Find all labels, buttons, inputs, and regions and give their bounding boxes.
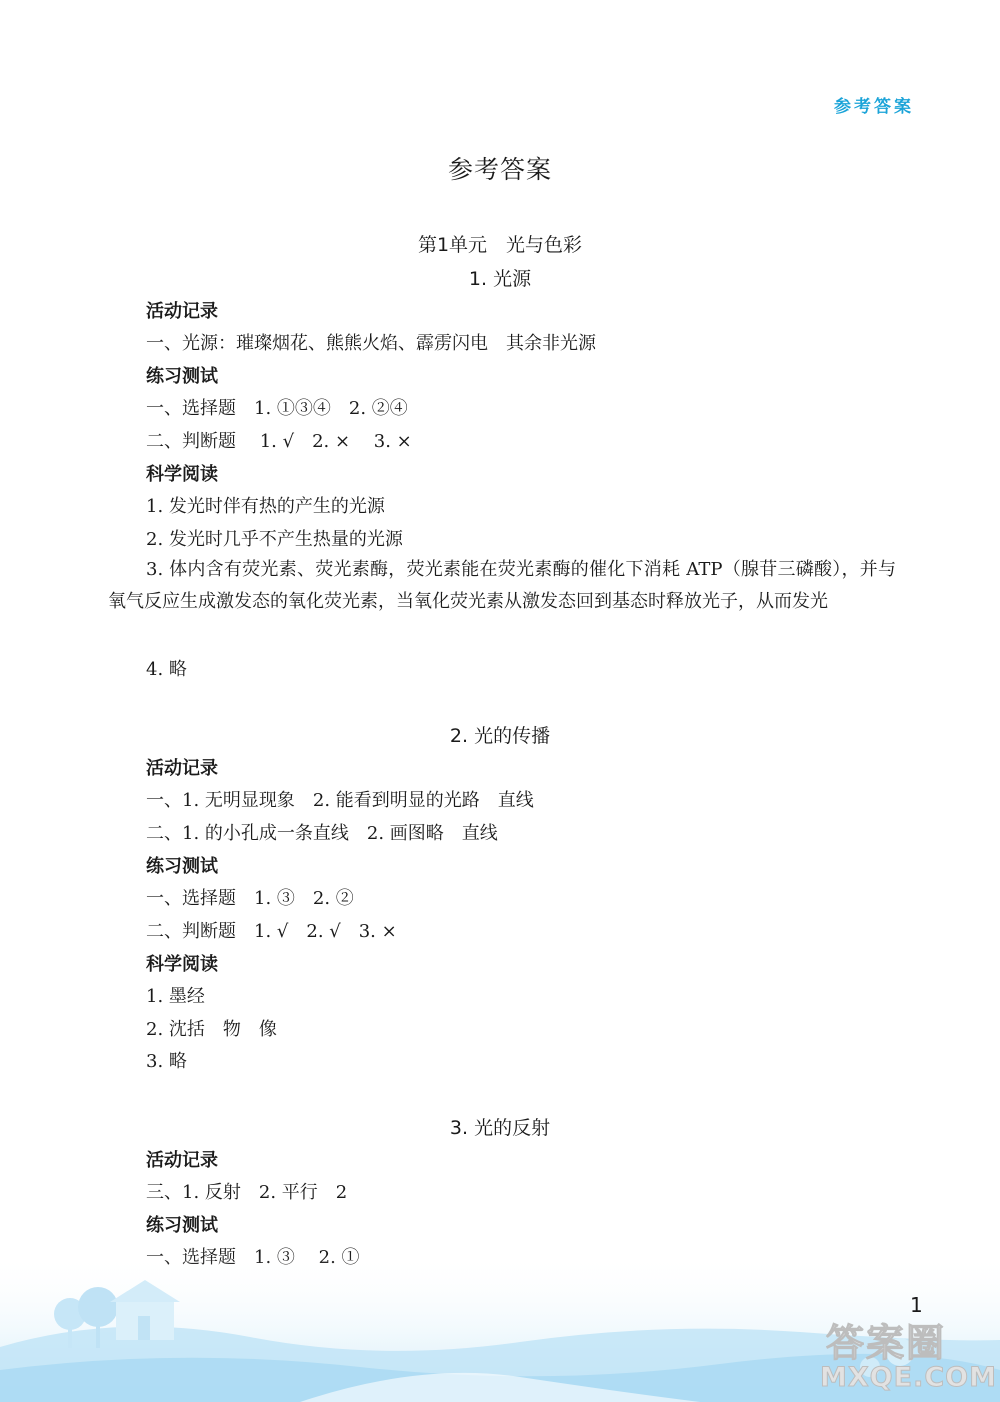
page-title: 参考答案 bbox=[447, 155, 552, 184]
lesson-3-practice-heading: 练习测试 bbox=[146, 1215, 218, 1236]
lesson-3-activity-line-1: 三、1. 反射 2. 平行 2 bbox=[146, 1182, 348, 1203]
lesson-2-activity-line-1: 一、1. 无明显现象 2. 能看到明显的光路 直线 bbox=[146, 790, 534, 811]
page-number: 1 bbox=[910, 1293, 923, 1317]
lesson-2-reading-3: 3. 略 bbox=[146, 1051, 187, 1072]
unit-title: 第1单元 光与色彩 bbox=[417, 234, 583, 256]
lesson-1-practice-heading: 练习测试 bbox=[146, 366, 218, 387]
lesson-1-reading-2: 2. 发光时几乎不产生热量的光源 bbox=[146, 529, 403, 550]
lesson-1-judge-answers: 二、判断题 1. √ 2. × 3. × bbox=[146, 431, 412, 452]
lesson-1-activity-heading: 活动记录 bbox=[146, 301, 218, 322]
lesson-2-judge-answers: 二、判断题 1. √ 2. √ 3. × bbox=[146, 921, 397, 942]
lesson-3-activity-heading: 活动记录 bbox=[146, 1150, 218, 1171]
lesson-2-reading-1: 1. 墨经 bbox=[146, 986, 205, 1007]
lesson-2-practice-heading: 练习测试 bbox=[146, 856, 218, 877]
lesson-2-reading-2: 2. 沈括 物 像 bbox=[146, 1019, 277, 1040]
lesson-2-reading-heading: 科学阅读 bbox=[146, 954, 218, 975]
lesson-2-activity-line-2: 二、1. 的小孔成一条直线 2. 画图略 直线 bbox=[146, 823, 498, 844]
lesson-1-title: 1. 光源 bbox=[468, 268, 532, 290]
lesson-1-reading-4: 4. 略 bbox=[146, 659, 187, 680]
lesson-2-choice-answers: 一、选择题 1. ③ 2. ② bbox=[146, 888, 354, 909]
lesson-1-activity-line-1: 一、光源：璀璨烟花、熊熊火焰、霹雳闪电 其余非光源 bbox=[146, 333, 596, 354]
lesson-2-title: 2. 光的传播 bbox=[449, 725, 551, 747]
header-section-tag: 参考答案 bbox=[834, 97, 914, 117]
lesson-1-reading-1: 1. 发光时伴有热的产生的光源 bbox=[146, 496, 385, 517]
watermark-logo-text: 答案圈 bbox=[826, 1321, 947, 1365]
watermark-url-text: MXQE.COM bbox=[820, 1362, 997, 1393]
lesson-1-reading-3: 3. 体内含有荧光素、荧光素酶，荧光素能在荧光素酶的催化下消耗 ATP（腺苷三磷酸），并与氧气反应生成激发态的氧化荧光素，当氧化荧光素从激发态回到基态时释放光子，从而发光 bbox=[108, 559, 896, 612]
lesson-2-activity-heading: 活动记录 bbox=[146, 758, 218, 779]
lesson-1-choice-answers: 一、选择题 1. ①③④ 2. ②④ bbox=[146, 398, 408, 419]
watermark bbox=[818, 1312, 996, 1398]
lesson-3-title: 3. 光的反射 bbox=[449, 1117, 551, 1139]
lesson-1-reading-heading: 科学阅读 bbox=[146, 464, 218, 485]
